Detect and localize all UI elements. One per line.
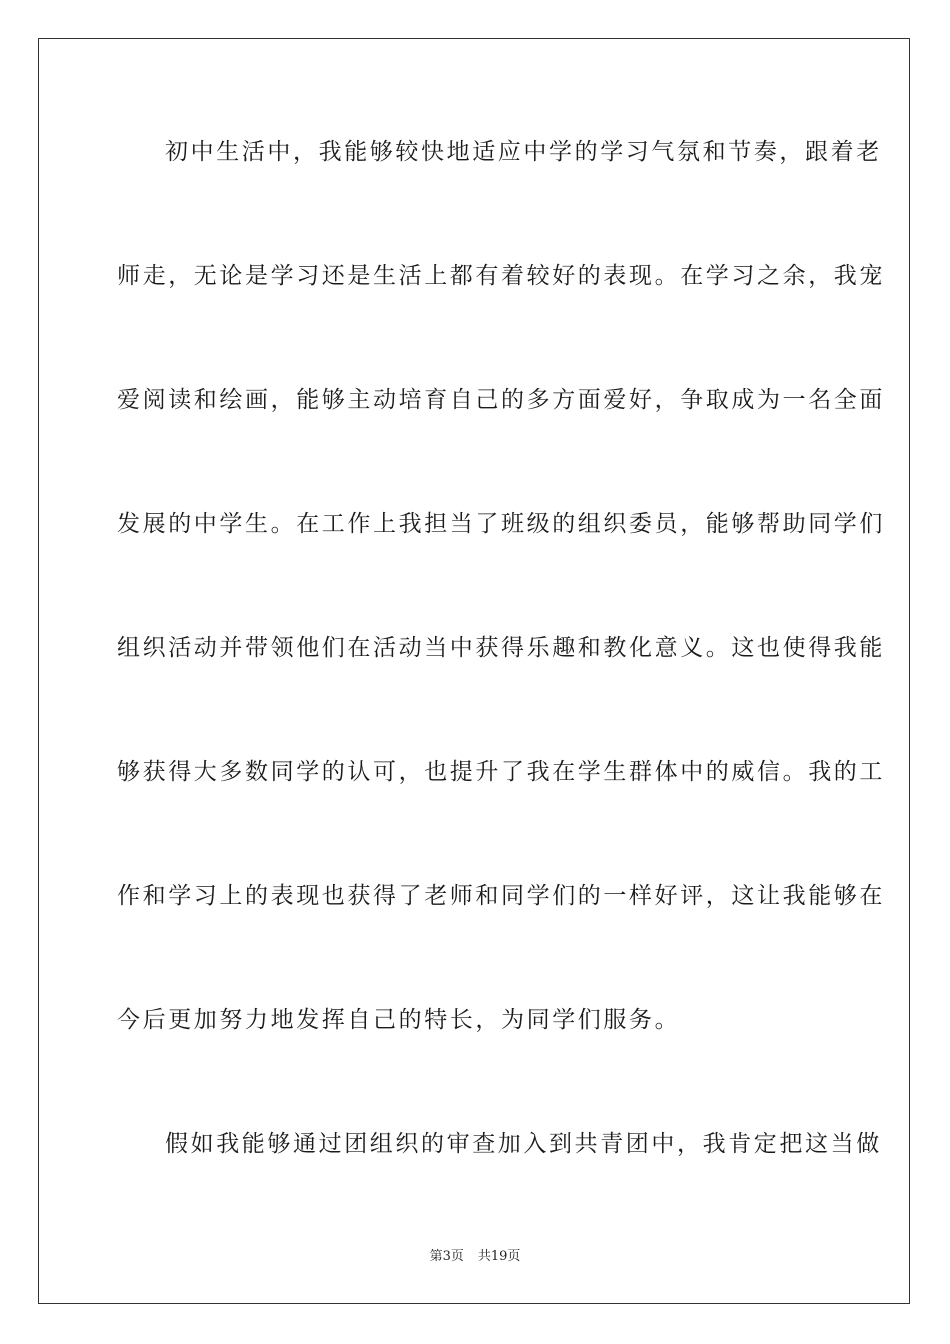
total-pages: 共19页 — [477, 1249, 521, 1264]
page-footer — [0, 1248, 950, 1266]
paragraph-1-line-4: 发展的中学生。在工作上我担当了班级的组织委员，能够帮助同学们 — [117, 511, 885, 537]
paragraph-1-line-5: 组织活动并带领他们在活动当中获得乐趣和教化意义。这也使得我能 — [117, 635, 885, 661]
paragraph-1-line-2: 师走，无论是学习还是生活上都有着较好的表现。在学习之余，我宠 — [117, 263, 885, 289]
paragraph-1-line-3: 爱阅读和绘画，能够主动培育自己的多方面爱好，争取成为一名全面 — [117, 387, 885, 413]
paragraph-1-line-1: 初中生活中，我能够较快地适应中学的学习气氛和节奏，跟着老 — [165, 139, 882, 165]
paragraph-1-line-8: 今后更加努力地发挥自己的特长，为同学们服务。 — [117, 1007, 681, 1033]
page-border — [38, 38, 910, 1304]
page-number: 第3页 — [429, 1249, 464, 1264]
paragraph-2-line-1: 假如我能够通过团组织的审查加入到共青团中，我肯定把这当做 — [165, 1131, 882, 1157]
paragraph-1-line-7: 作和学习上的表现也获得了老师和同学们的一样好评，这让我能够在 — [117, 883, 885, 909]
paragraph-1-line-6: 够获得大多数同学的认可，也提升了我在学生群体中的威信。我的工 — [117, 759, 885, 785]
